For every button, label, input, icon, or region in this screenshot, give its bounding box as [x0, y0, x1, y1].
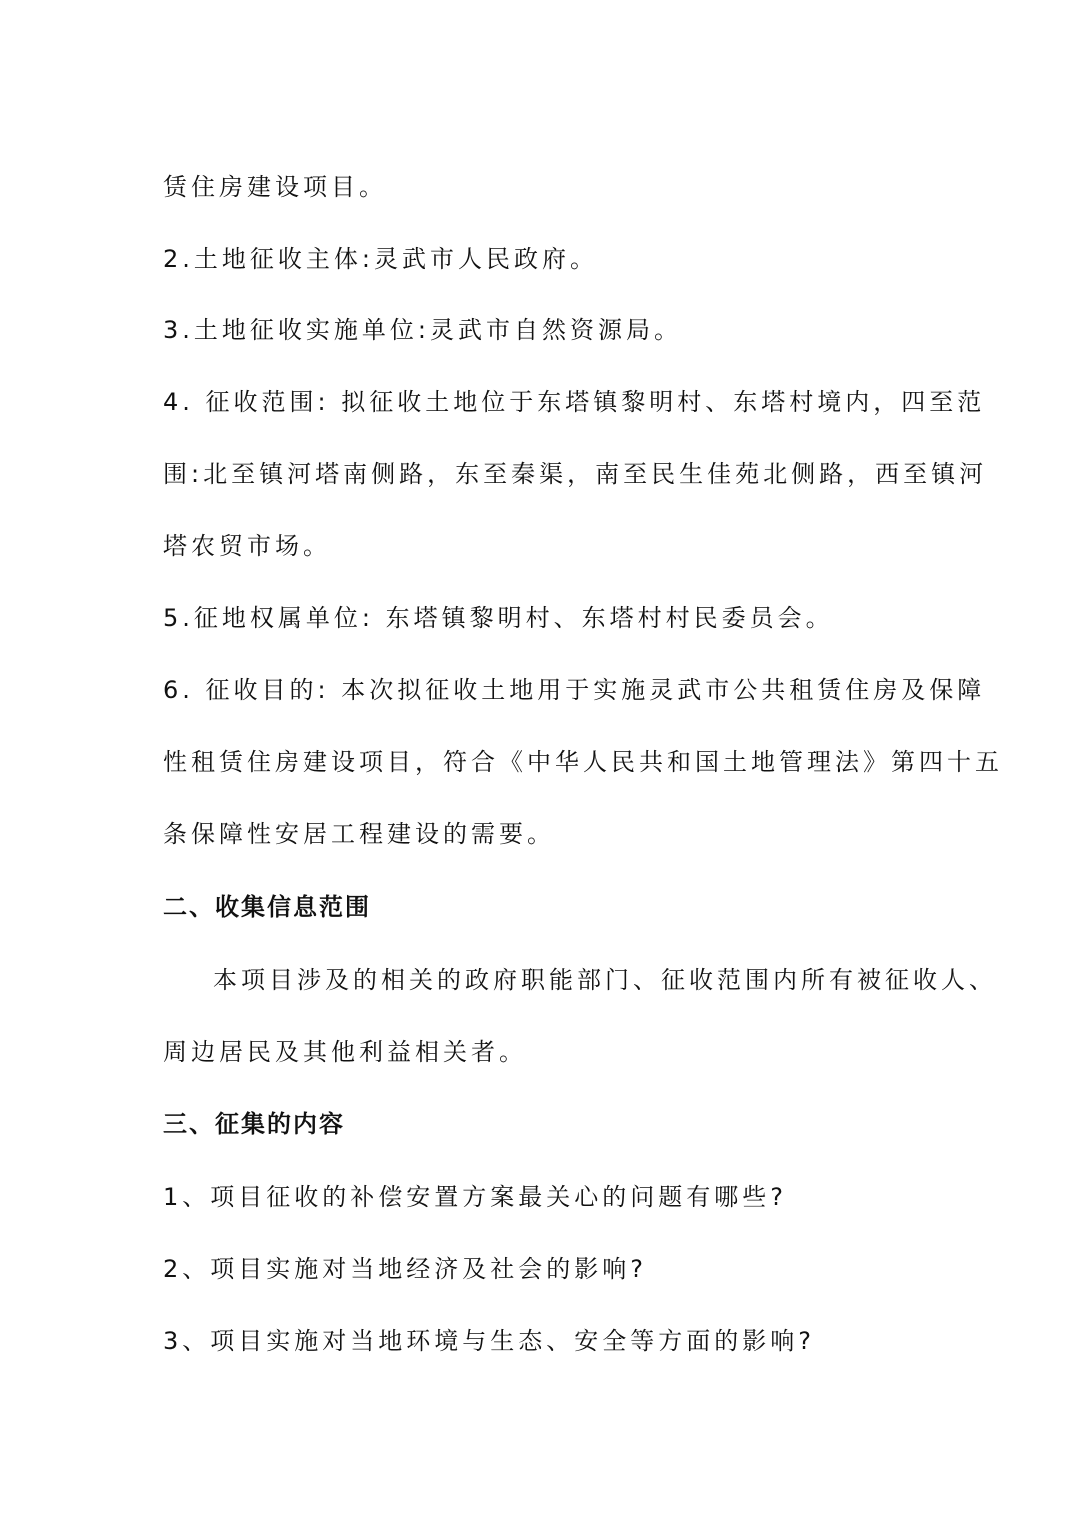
paragraph-line: 性租赁住房建设项目，符合《中华人民共和国土地管理法》第四十五	[163, 748, 1003, 776]
paragraph-line: 本项目涉及的相关的政府职能部门、征收范围内所有被征收人、	[213, 966, 997, 994]
paragraph-line: 塔农贸市场。	[163, 532, 331, 560]
section-heading: 三、征集的内容	[163, 1110, 345, 1138]
paragraph-line: 条保障性安居工程建设的需要。	[163, 820, 555, 848]
paragraph-line: 赁住房建设项目。	[163, 173, 387, 201]
paragraph-line: 6. 征收目的: 本次拟征收土地用于实施灵武市公共租赁住房及保障	[163, 676, 986, 704]
list-item: 1、项目征收的补偿安置方案最关心的问题有哪些?	[163, 1183, 788, 1211]
section-heading: 二、收集信息范围	[163, 893, 371, 921]
paragraph-line: 围:北至镇河塔南侧路，东至秦渠，南至民生佳苑北侧路，西至镇河	[163, 460, 988, 488]
paragraph-line: 周边居民及其他利益相关者。	[163, 1038, 527, 1066]
list-item: 3、项目实施对当地环境与生态、安全等方面的影响?	[163, 1327, 816, 1355]
paragraph-line: 2.土地征收主体:灵武市人民政府。	[163, 245, 598, 273]
list-item: 2、项目实施对当地经济及社会的影响?	[163, 1255, 648, 1283]
paragraph-line: 3.土地征收实施单位:灵武市自然资源局。	[163, 316, 682, 344]
paragraph-line: 5.征地权属单位: 东塔镇黎明村、东塔村村民委员会。	[163, 604, 834, 632]
paragraph-line: 4. 征收范围: 拟征收土地位于东塔镇黎明村、东塔村境内，四至范	[163, 388, 986, 416]
